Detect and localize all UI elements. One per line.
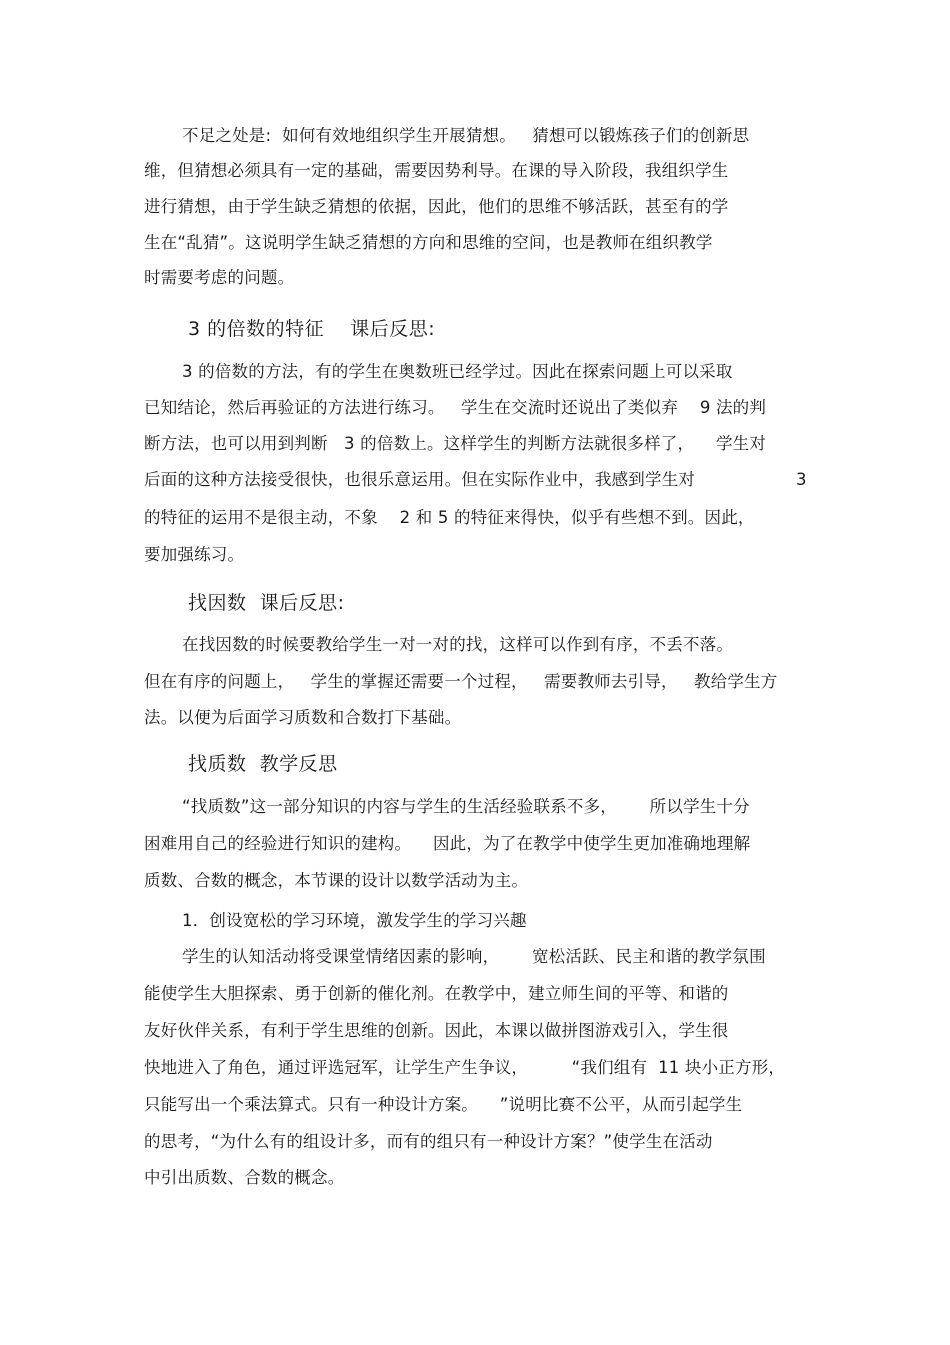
text-line: 已知结论，然后再验证的方法进行练习。 学生在交流时还说出了类似弃 9 法的判 (144, 398, 767, 417)
text-line: 质数、合数的概念，本节课的设计以数学活动为主。 (144, 871, 529, 890)
text-line: 不足之处是: 如何有效地组织学生开展猜想。 猜想可以锻炼孩子们的创新思 (182, 126, 750, 145)
text-line: 3 的倍数的方法，有的学生在奥数班已经学过。因此在探索问题上可以采取 (182, 362, 733, 381)
text-line: 但在有序的问题上， 学生的掌握还需要一个过程， 需要教师去引导， 教给学生方 (144, 672, 778, 691)
text-line: 断方法，也可以用到判断 3 的倍数上。这样学生的判断方法就很多样了， 学生对 (144, 434, 767, 453)
text-line: 中引出质数、合数的概念。 (144, 1168, 345, 1187)
text-line: 进行猜想，由于学生缺乏猜想的依据，因此，他们的思维不够活跃，甚至有的学 (144, 197, 729, 216)
text-line: 快地进入了角色，通过评选冠军，让学生产生争议， “我们组有 11 块小正方形， (144, 1058, 786, 1077)
section-heading: 3 的倍数的特征 课后反思: (188, 318, 436, 340)
section-heading: 找质数 教学反思 (188, 753, 338, 775)
text-line: 困难用自己的经验进行知识的建构。 因此，为了在教学中使学生更加准确地理解 (144, 834, 751, 853)
text-line: 能使学生大胆探索、勇于创新的催化剂。在教学中，建立师生间的平等、和谐的 (144, 984, 729, 1003)
text-line: 在找因数的时候要教给学生一对一对的找，这样可以作到有序，不丢不落。 (182, 635, 734, 654)
text-line: 的思考，“为什么有的组设计多，而有的组只有一种设计方案？”使学生在活动 (144, 1132, 713, 1151)
numbered-subheading: 1．创设宽松的学习环境，激发学生的学习兴趣 (182, 911, 527, 930)
text-line: 生在“乱猜”。这说明学生缺乏猜想的方向和思维的空间，也是教师在组织教学 (144, 233, 713, 252)
text-line: “找质数”这一部分知识的内容与学生的生活经验联系不多， 所以学生十分 (182, 797, 750, 816)
text-line: 的特征的运用不是很主动，不象 2 和 5 的特征来得快，似乎有些想不到。因此， (144, 508, 755, 527)
text-line: 后面的这种方法接受很快，也很乐意运用。但在实际作业中，我感到学生对 (144, 470, 696, 489)
text-line: 3 (796, 470, 807, 489)
text-line: 时需要考虑的问题。 (144, 268, 295, 287)
text-line: 只能写出一个乘法算式。只有一种设计方案。 ”说明比赛不公平，从而引起学生 (144, 1095, 743, 1114)
text-line: 法。以便为后面学习质数和合数打下基础。 (144, 708, 462, 727)
section-heading: 找因数 课后反思: (188, 592, 345, 614)
text-line: 维，但猜想必须具有一定的基础，需要因势利导。在课的导入阶段，我组织学生 (144, 161, 729, 180)
text-line: 友好伙伴关系，有利于学生思维的创新。因此，本课以做拼图游戏引入，学生很 (144, 1021, 729, 1040)
text-line: 学生的认知活动将受课堂情绪因素的影响， 宽松活跃、民主和谐的教学氛围 (182, 947, 766, 966)
text-line: 要加强练习。 (144, 545, 245, 564)
